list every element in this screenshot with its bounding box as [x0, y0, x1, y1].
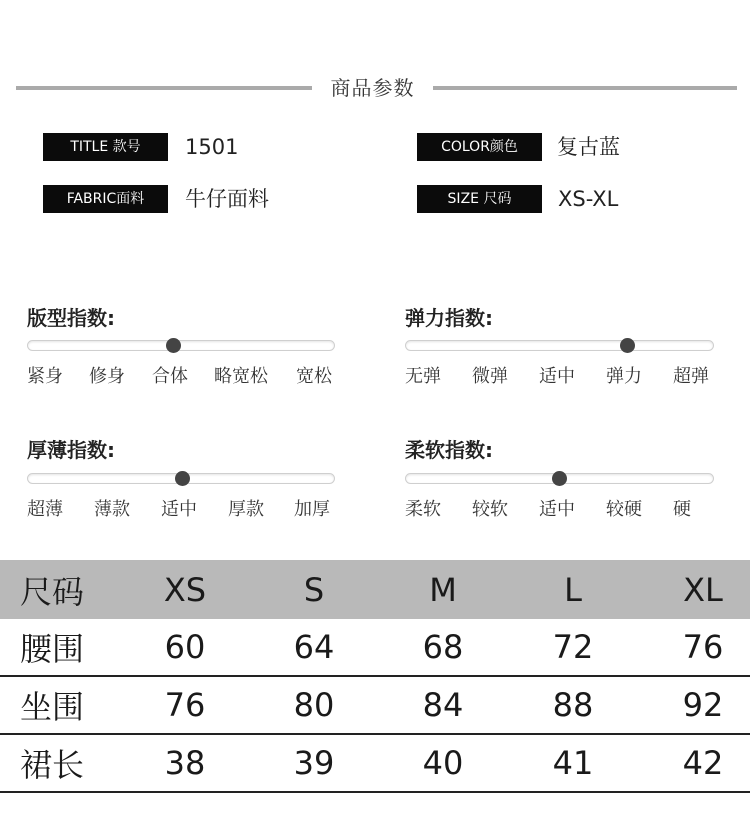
softness-index-title: 柔软指数: — [405, 438, 493, 462]
table-cell: 坐围 — [20, 688, 85, 726]
table-cell: 84 — [422, 686, 464, 724]
fit-index-option: 紧身 — [27, 366, 63, 387]
thickness-index-knob — [175, 471, 190, 486]
elasticity-index-title: 弹力指数: — [405, 306, 493, 330]
table-cell: 80 — [293, 686, 335, 724]
color-tag: COLOR颜色 — [417, 133, 542, 161]
section-divider-left — [16, 86, 312, 90]
fit-index-option: 略宽松 — [214, 366, 268, 387]
softness-index-knob — [552, 471, 567, 486]
softness-index-option: 柔软 — [405, 499, 441, 520]
table-cell: 68 — [422, 628, 464, 666]
thickness-index-option: 适中 — [161, 499, 197, 520]
fit-index-option: 合体 — [152, 366, 188, 387]
table-row — [0, 735, 750, 793]
size-table — [0, 560, 750, 793]
table-header-cell: S — [303, 570, 325, 609]
table-header-row — [0, 560, 750, 619]
table-cell: 60 — [164, 628, 206, 666]
title-tag: TITLE 款号 — [43, 133, 168, 161]
table-header-cell: 尺码 — [20, 572, 85, 611]
elasticity-index-option: 弹力 — [606, 366, 642, 387]
size-tag: SIZE 尺码 — [417, 185, 542, 213]
thickness-index-title: 厚薄指数: — [27, 438, 115, 462]
table-cell: 39 — [293, 744, 335, 782]
elasticity-index-option: 适中 — [539, 366, 575, 387]
fit-index-option: 修身 — [89, 366, 125, 387]
table-cell: 41 — [552, 744, 594, 782]
table-row — [0, 619, 750, 677]
elasticity-index-knob — [620, 338, 635, 353]
elasticity-index-option: 超弹 — [673, 366, 709, 387]
table-cell: 76 — [682, 628, 724, 666]
size-value: XS-XL — [558, 187, 619, 211]
thickness-index-option: 厚款 — [228, 499, 264, 520]
color-value: 复古蓝 — [557, 135, 620, 159]
softness-index-option: 适中 — [539, 499, 575, 520]
table-cell: 72 — [552, 628, 594, 666]
table-header-cell: XL — [683, 570, 723, 609]
table-header-cell: L — [564, 570, 582, 609]
softness-index-option: 较软 — [472, 499, 508, 520]
elasticity-index-option: 无弹 — [405, 366, 441, 387]
table-cell: 42 — [682, 744, 724, 782]
fit-index-title: 版型指数: — [27, 306, 115, 330]
elasticity-index-option: 微弹 — [472, 366, 508, 387]
table-cell: 76 — [164, 686, 206, 724]
softness-index-option: 较硬 — [606, 499, 642, 520]
table-cell: 88 — [552, 686, 594, 724]
thickness-index-option: 超薄 — [27, 499, 63, 520]
fit-index-option: 宽松 — [296, 366, 332, 387]
table-cell: 腰围 — [20, 630, 85, 668]
title-value: 1501 — [185, 135, 239, 159]
table-header-cell: XS — [163, 570, 207, 609]
softness-index-option: 硬 — [673, 499, 691, 520]
fit-index-track — [27, 340, 335, 351]
table-cell: 64 — [293, 628, 335, 666]
fabric-tag: FABRIC面料 — [43, 185, 168, 213]
fabric-value: 牛仔面料 — [185, 187, 269, 211]
table-cell: 92 — [682, 686, 724, 724]
thickness-index-option: 加厚 — [294, 499, 330, 520]
section-divider-right — [433, 86, 737, 90]
fit-index-knob — [166, 338, 181, 353]
table-row — [0, 677, 750, 735]
table-cell: 40 — [422, 744, 464, 782]
table-cell: 裙长 — [20, 746, 85, 784]
table-cell: 38 — [164, 744, 206, 782]
thickness-index-option: 薄款 — [94, 499, 130, 520]
section-title: 商品参数 — [330, 76, 415, 100]
table-header-cell: M — [429, 570, 457, 609]
elasticity-index-track — [405, 340, 714, 351]
